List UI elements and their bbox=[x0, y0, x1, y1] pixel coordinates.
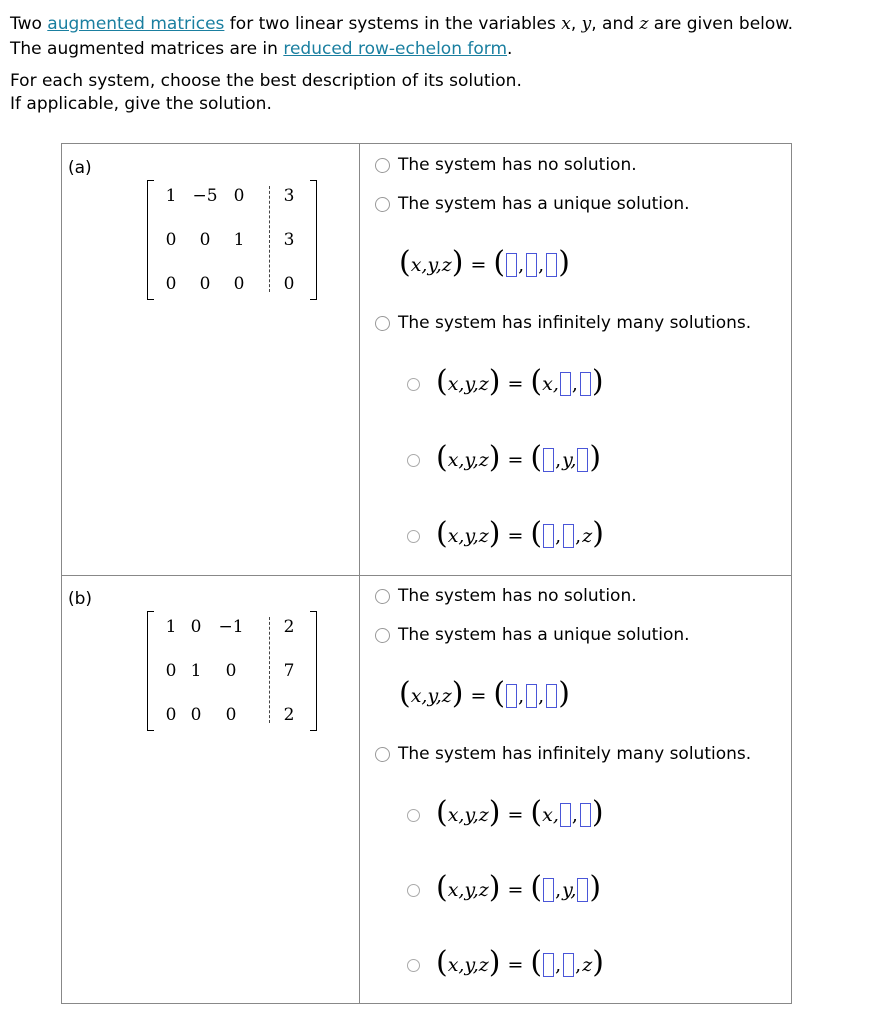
augment-divider bbox=[269, 186, 270, 292]
intro-line-2 bbox=[10, 37, 870, 62]
var-z: z bbox=[478, 449, 489, 471]
parametric-expression bbox=[436, 440, 602, 475]
var-y: y, bbox=[464, 879, 479, 901]
comma: , bbox=[538, 254, 545, 276]
var-z: z bbox=[478, 373, 489, 395]
matrix-cell: 0 bbox=[233, 186, 245, 206]
paren-close: ) bbox=[488, 440, 501, 475]
radio-button[interactable] bbox=[375, 628, 390, 643]
matrix-cell: 0 bbox=[190, 617, 202, 637]
augmented-matrices-link[interactable]: augmented matrices bbox=[47, 14, 225, 34]
var-x: x, bbox=[410, 254, 428, 276]
matrix-cell: 0 bbox=[165, 705, 177, 725]
var-z: z bbox=[441, 254, 452, 276]
equals-sign: = bbox=[470, 685, 487, 707]
option-label: The system has no solution. bbox=[398, 155, 637, 175]
radio-button[interactable] bbox=[375, 316, 390, 331]
free-var-y: y, bbox=[562, 449, 577, 471]
infinite-option-z-free-a[interactable] bbox=[407, 516, 604, 556]
matrix-cell: 3 bbox=[283, 186, 295, 206]
paren-close: ) bbox=[558, 676, 570, 711]
comma: , bbox=[571, 373, 578, 395]
intro-text: Two bbox=[10, 14, 48, 34]
answer-z-input[interactable] bbox=[580, 803, 591, 827]
equals-sign: = bbox=[507, 449, 524, 471]
option-no-solution-a[interactable] bbox=[375, 153, 637, 177]
augmented-matrix-b bbox=[147, 611, 317, 731]
answer-y-input[interactable] bbox=[563, 524, 574, 548]
infinite-option-z-free-b[interactable] bbox=[407, 945, 604, 985]
radio-button[interactable] bbox=[375, 747, 390, 762]
paren-close: ) bbox=[591, 795, 604, 830]
paren-open: ( bbox=[436, 516, 448, 551]
comma: , bbox=[555, 954, 562, 976]
intro-text: The augmented matrices are in bbox=[10, 39, 284, 59]
infinite-option-y-free-a[interactable] bbox=[407, 440, 601, 480]
radio-button[interactable] bbox=[407, 530, 420, 543]
equals-sign: = bbox=[507, 804, 524, 826]
matrix-cell: 2 bbox=[283, 705, 295, 725]
parametric-expression bbox=[436, 364, 604, 399]
radio-button[interactable] bbox=[407, 378, 420, 391]
system-b-label: (b) bbox=[68, 589, 93, 609]
paren-close: ) bbox=[591, 364, 604, 399]
option-unique-solution-b[interactable] bbox=[375, 623, 690, 647]
intro-text: , bbox=[570, 14, 582, 34]
question-table bbox=[61, 143, 792, 1004]
matrix-cell: 0 bbox=[283, 274, 295, 294]
system-b-row bbox=[62, 575, 791, 1003]
infinite-option-x-free-b[interactable] bbox=[407, 795, 604, 835]
answer-z-input[interactable] bbox=[546, 684, 557, 708]
comma: , bbox=[555, 525, 562, 547]
matrix-cell: 1 bbox=[190, 661, 202, 681]
intro-text: . bbox=[507, 39, 513, 59]
equals-sign: = bbox=[507, 954, 524, 976]
parametric-expression bbox=[436, 870, 602, 905]
instruction-line-1: For each system, choose the best description of its solution. bbox=[10, 71, 522, 91]
answer-x-input[interactable] bbox=[543, 953, 554, 977]
matrix-cell: 0 bbox=[199, 274, 211, 294]
right-bracket bbox=[310, 180, 317, 300]
paren-open: ( bbox=[530, 945, 543, 980]
comma: , bbox=[518, 685, 525, 707]
paren-close: ) bbox=[488, 945, 501, 980]
answer-x-input[interactable] bbox=[506, 253, 517, 277]
free-var-y: y, bbox=[562, 879, 577, 901]
augmented-matrix-a bbox=[147, 180, 317, 300]
paren-close: ) bbox=[488, 364, 501, 399]
paren-close: ) bbox=[488, 516, 501, 551]
matrix-cell: 0 bbox=[233, 274, 245, 294]
paren-open: ( bbox=[530, 516, 543, 551]
matrix-cell: 0 bbox=[225, 661, 237, 681]
var-y: y, bbox=[464, 449, 479, 471]
comma: , bbox=[575, 525, 582, 547]
comma: , bbox=[571, 804, 578, 826]
answer-z-input[interactable] bbox=[577, 448, 588, 472]
unique-solution-expression-b bbox=[399, 676, 570, 716]
comma: , bbox=[555, 879, 562, 901]
answer-y-input[interactable] bbox=[526, 253, 537, 277]
option-no-solution-b[interactable] bbox=[375, 584, 637, 608]
var-z: z bbox=[478, 804, 489, 826]
column-divider bbox=[359, 575, 360, 1003]
var-y: y, bbox=[464, 373, 479, 395]
equals-sign: = bbox=[507, 525, 524, 547]
option-label: The system has infinitely many solutions. bbox=[398, 744, 752, 764]
instruction-line-2: If applicable, give the solution. bbox=[10, 94, 272, 114]
paren-open: ( bbox=[530, 440, 543, 475]
paren-close: ) bbox=[589, 440, 602, 475]
instructions bbox=[10, 70, 870, 116]
comma: , bbox=[518, 254, 525, 276]
paren-open: ( bbox=[399, 676, 411, 711]
matrix-cell: 2 bbox=[283, 617, 295, 637]
paren-close: ) bbox=[451, 245, 464, 280]
paren-open: ( bbox=[493, 245, 506, 280]
comma: , bbox=[575, 954, 582, 976]
paren-open: ( bbox=[436, 870, 448, 905]
answer-y-input[interactable] bbox=[526, 684, 537, 708]
answer-x-input[interactable] bbox=[506, 684, 517, 708]
var-z: z bbox=[639, 14, 649, 34]
option-label: The system has a unique solution. bbox=[398, 625, 690, 645]
radio-button[interactable] bbox=[407, 809, 420, 822]
paren-close: ) bbox=[592, 945, 604, 980]
paren-open: ( bbox=[436, 795, 448, 830]
matrix-cell: 1 bbox=[165, 617, 177, 637]
equals-sign: = bbox=[507, 879, 524, 901]
radio-button[interactable] bbox=[375, 589, 390, 604]
option-label: The system has a unique solution. bbox=[398, 194, 690, 214]
intro-text: for two linear systems in the variables bbox=[224, 14, 562, 34]
var-x: x, bbox=[447, 879, 465, 901]
paren-close: ) bbox=[592, 516, 604, 551]
paren-open: ( bbox=[436, 440, 448, 475]
free-var-x: x, bbox=[542, 804, 559, 826]
column-divider bbox=[359, 144, 360, 575]
free-var-z: z bbox=[582, 525, 593, 547]
radio-button[interactable] bbox=[375, 197, 390, 212]
comma: , bbox=[538, 685, 545, 707]
matrix-cell: −1 bbox=[218, 617, 244, 637]
paren-open: ( bbox=[530, 870, 543, 905]
answer-y-input[interactable] bbox=[563, 953, 574, 977]
var-z: z bbox=[441, 685, 452, 707]
option-label: The system has infinitely many solutions. bbox=[398, 313, 752, 333]
option-unique-solution-a[interactable] bbox=[375, 192, 690, 216]
paren-close: ) bbox=[589, 870, 602, 905]
var-x: x bbox=[561, 14, 571, 34]
equals-sign: = bbox=[470, 254, 487, 276]
parametric-expression bbox=[436, 795, 604, 830]
free-var-x: x, bbox=[542, 373, 559, 395]
var-z: z bbox=[478, 879, 489, 901]
paren-open: ( bbox=[493, 676, 506, 711]
answer-x-input[interactable] bbox=[543, 524, 554, 548]
matrix-cell: 0 bbox=[190, 705, 202, 725]
option-label: The system has no solution. bbox=[398, 586, 637, 606]
var-z: z bbox=[478, 954, 489, 976]
var-x: x, bbox=[410, 685, 428, 707]
paren-close: ) bbox=[558, 245, 570, 280]
matrix-cell: 0 bbox=[225, 705, 237, 725]
answer-z-input[interactable] bbox=[580, 372, 591, 396]
right-bracket bbox=[310, 611, 317, 731]
matrix-cell: −5 bbox=[192, 186, 218, 206]
radio-button[interactable] bbox=[375, 158, 390, 173]
rref-link[interactable]: reduced row-echelon form bbox=[283, 39, 508, 59]
matrix-cell: 3 bbox=[283, 230, 295, 250]
var-y: y, bbox=[464, 525, 479, 547]
matrix-cell: 7 bbox=[283, 661, 295, 681]
answer-x-input[interactable] bbox=[543, 448, 554, 472]
matrix-cell: 0 bbox=[165, 230, 177, 250]
intro-text: are given below. bbox=[648, 14, 794, 34]
infinite-option-x-free-a[interactable] bbox=[407, 364, 604, 404]
radio-button[interactable] bbox=[407, 884, 420, 897]
paren-open: ( bbox=[399, 245, 411, 280]
paren-open: ( bbox=[436, 364, 448, 399]
answer-z-input[interactable] bbox=[577, 878, 588, 902]
matrix-cell: 1 bbox=[165, 186, 177, 206]
answer-z-input[interactable] bbox=[546, 253, 557, 277]
paren-open: ( bbox=[530, 364, 543, 399]
parametric-expression bbox=[436, 516, 604, 551]
paren-open: ( bbox=[530, 795, 543, 830]
matrix-cell: 1 bbox=[233, 230, 245, 250]
option-infinite-solutions-b[interactable] bbox=[375, 742, 751, 766]
radio-button[interactable] bbox=[407, 959, 420, 972]
radio-button[interactable] bbox=[407, 454, 420, 467]
matrix-cell: 0 bbox=[165, 274, 177, 294]
var-x: x, bbox=[447, 954, 465, 976]
augment-divider bbox=[269, 617, 270, 723]
free-var-z: z bbox=[582, 954, 593, 976]
var-y: y, bbox=[427, 685, 442, 707]
unique-solution-expression-a bbox=[399, 245, 570, 285]
comma: , bbox=[555, 449, 562, 471]
equals-sign: = bbox=[507, 373, 524, 395]
var-y: y, bbox=[464, 954, 479, 976]
var-y: y bbox=[581, 14, 592, 34]
system-a-row bbox=[62, 144, 791, 576]
parametric-expression bbox=[436, 945, 604, 980]
var-x: x, bbox=[447, 449, 465, 471]
paren-close: ) bbox=[488, 795, 501, 830]
infinite-option-y-free-b[interactable] bbox=[407, 870, 601, 910]
intro-line-1 bbox=[10, 12, 870, 37]
var-x: x, bbox=[447, 525, 465, 547]
option-infinite-solutions-a[interactable] bbox=[375, 311, 751, 335]
paren-open: ( bbox=[436, 945, 448, 980]
answer-y-input[interactable] bbox=[560, 372, 571, 396]
paren-close: ) bbox=[488, 870, 501, 905]
system-a-label: (a) bbox=[68, 158, 92, 178]
var-x: x, bbox=[447, 804, 465, 826]
answer-x-input[interactable] bbox=[543, 878, 554, 902]
intro-text: , and bbox=[591, 14, 640, 34]
answer-y-input[interactable] bbox=[560, 803, 571, 827]
intro bbox=[10, 12, 870, 116]
var-y: y, bbox=[427, 254, 442, 276]
matrix-cell: 0 bbox=[199, 230, 211, 250]
var-y: y, bbox=[464, 804, 479, 826]
var-x: x, bbox=[447, 373, 465, 395]
matrix-cell: 0 bbox=[165, 661, 177, 681]
paren-close: ) bbox=[451, 676, 464, 711]
var-z: z bbox=[478, 525, 489, 547]
